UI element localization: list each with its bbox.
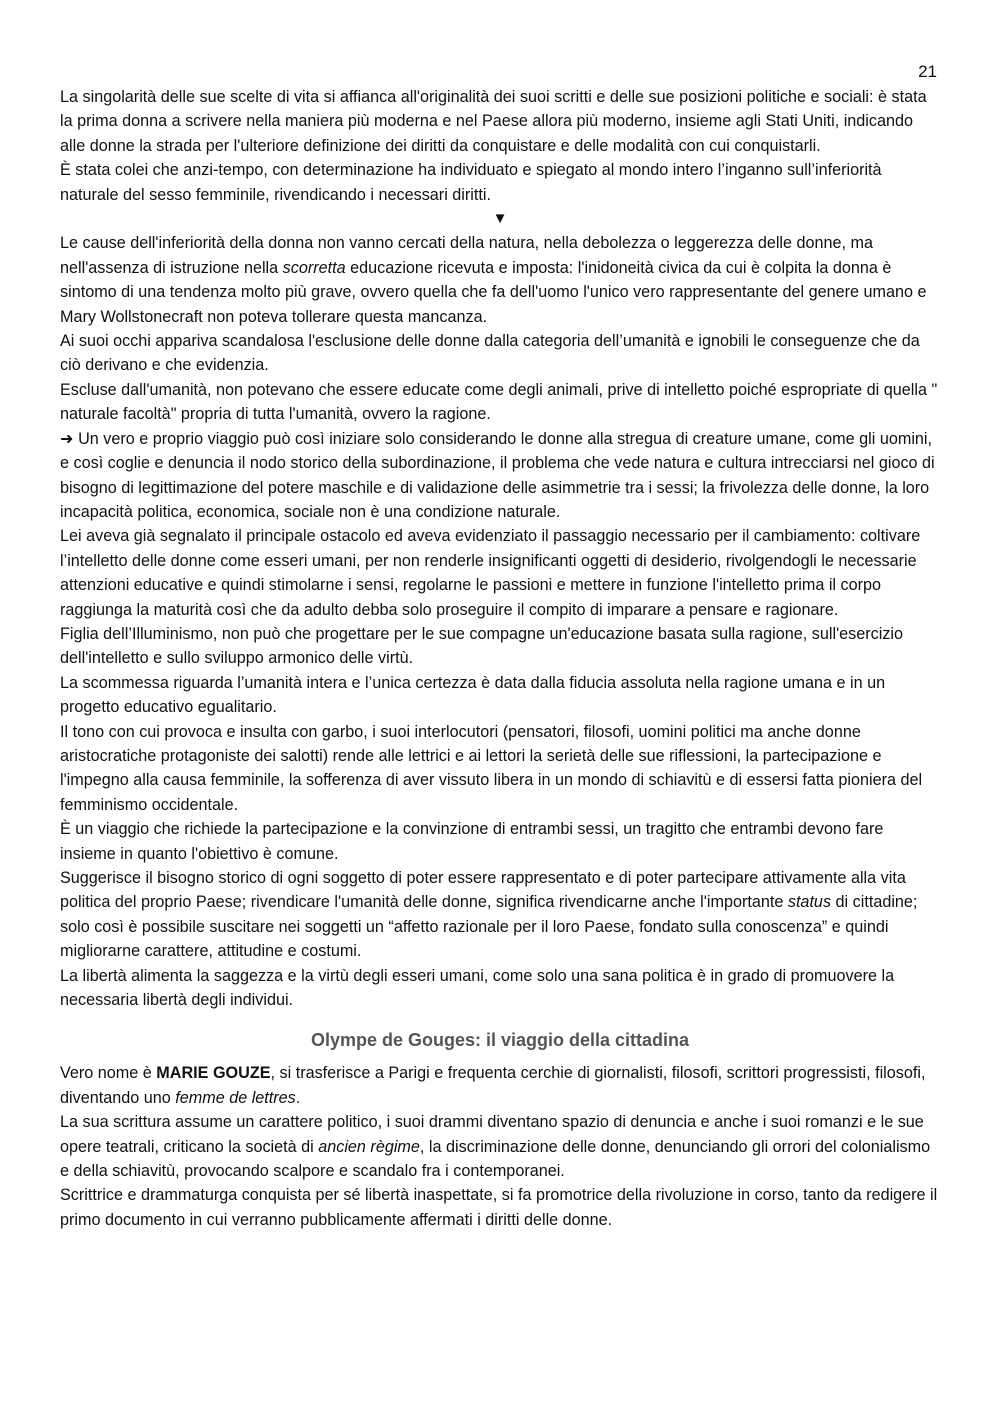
paragraph: Ai suoi occhi appariva scandalosa l'esclusione delle donne dalla categoria dell’umanità e ignobili le conseguenze che da ciò derivano e che evidenzia. [60,332,920,375]
paragraph: La scommessa riguarda l’umanità intera e l’unica certezza è data dalla fiducia assoluta nella ragione umana e in un progetto educativo egualitario. [60,673,886,717]
paragraph: Suggerisce il bisogno storico di ogni soggetto di poter essere rappresentato e di poter partecipare attivamente alla vita politica del proprio Paese; rivendicare l'umanità delle donne, significa rivendicarne anche l'importante status di cittadine; solo così è possibile suscitare nei soggetti un “affetto razionale per il loro Paese, fondato sulla conoscenza” e quindi migliorarne carattere, attitudine e costumi. [60,869,918,961]
bold-name: MARIE GOUZE [156,1064,271,1083]
body-text [60,85,940,1232]
paragraph: La singolarità delle sue scelte di vita si affianca all'originalità dei suoi scritti e delle sue posizioni politiche e sociali: è stata la prima donna a scrivere nella maniera più moderna e nel Paese allora più moderno, insieme agli Stati Uniti, indicando alle donne la strada per l'ulteriore definizione dei diritti da conquistare e delle modalità con cui conquistarli. [60,88,927,155]
down-arrow-icon: ▼ [492,210,508,228]
right-arrow-icon: ➜ [60,429,74,448]
emphasis: scorretta [282,258,346,277]
paragraph: Vero nome è MARIE GOUZE, si trasferisce a Parigi e frequenta cerchie di giornalisti, filosofi, scrittori progressisti, filosofi, diventando uno femme de lettres. [60,1064,926,1107]
section-heading: Olympe de Gouges: il viaggio della cittadina [310,1030,690,1051]
paragraph: La sua scrittura assume un carattere politico, i suoi drammi diventano spazio di denuncia e anche i suoi romanzi e le sue opere teatrali, criticano la società di ancien règime, la discriminazione delle donne, denunciando gli orrori del colonialismo e della schiavitù, provocando scalpore e scandalo fra i contemporanei. [60,1113,931,1181]
emphasis: status [787,893,832,912]
page-number: 21 [918,62,937,81]
paragraph: È un viaggio che richiede la partecipazione e la convinzione di entrambi sessi, un tragitto che entrambi devono fare insieme in quanto l'obiettivo è comune. [60,820,884,863]
emphasis: ancien règime [318,1137,420,1156]
paragraph: Figlia dell’Illuminismo, non può che progettare per le sue compagne un'educazione basata sulla ragione, sull'esercizio dell'intelletto e sullo sviluppo armonico delle virtù. [60,624,904,668]
paragraph: ➜ Un vero e proprio viaggio può così iniziare solo considerando le donne alla stregua di creature umane, come gli uomini, e così coglie e denuncia il nodo storico della subordinazione, il problema che vede natura e cultura intrecciarsi nel gioco di bisogno di legittimazione del potere maschile e di validazione delle asimmetrie tra i sessi; la frivolezza delle donne, la loro incapacità politica, economica, sociale non è una condizione naturale. [60,429,935,521]
paragraph: Scrittrice e drammaturga conquista per sé libertà inaspettate, si fa promotrice della rivoluzione in corso, tanto da redigere il primo documento in cui verranno pubblicamente affermati i diritti delle donne. [60,1186,938,1229]
paragraph: Escluse dall'umanità, non potevano che essere educate come degli animali, prive di intelletto poiché espropriate di quella " naturale facoltà" propria di tutta l'umanità, ovvero la ragione. [60,380,938,424]
emphasis: femme de lettres [175,1088,296,1107]
paragraph: Lei aveva già segnalato il principale ostacolo ed aveva evidenziato il passaggio necessario per il cambiamento: coltivare l’intelletto delle donne come esseri umani, per non renderle insignificanti oggetti di desiderio, rivolgendogli le necessarie attenzioni educative e quindi stimolarne i sensi, regolarne le passioni e mettere in funzione l'intelletto prima il corpo raggiunga la maturità così che da adulto debba solo proseguire il compito di imparare a pensare e ragionare. [60,527,921,619]
paragraph: È stata colei che anzi-tempo, con determinazione ha individuato e spiegato al mondo intero l’inganno sull’inferiorità naturale del sesso femminile, rivendicando i necessari diritti. [60,161,882,204]
paragraph: La libertà alimenta la saggezza e la virtù degli esseri umani, come solo una sana politica è in grado di promuovere la necessaria libertà degli individui. [60,966,895,1010]
paragraph: Il tono con cui provoca e insulta con garbo, i suoi interlocutori (pensatori, filosofi, uomini politici ma anche donne aristocratiche protagoniste dei salotti) rende alle lettrici e ai lettori la serietà delle sue riflessioni, la partecipazione e l'impegno alla causa femminile, la sofferenza di aver vissuto libera in un mondo di schiavitù e di essersi fatta pioniera del femminismo occidentale. [60,722,923,814]
paragraph: Le cause dell'inferiorità della donna non vanno cercati della natura, nella debolezza o leggerezza delle donne, ma nell'assenza di istruzione nella scorretta educazione ricevuta e imposta: l'inidoneità civica da cui è colpita la donna è sintomo di una tendenza molto più grave, ovvero quella che fa dell'uomo l'unico vero rappresentante del genere umano e Mary Wollstonecraft non poteva tollerare questa mancanza. [60,234,927,326]
